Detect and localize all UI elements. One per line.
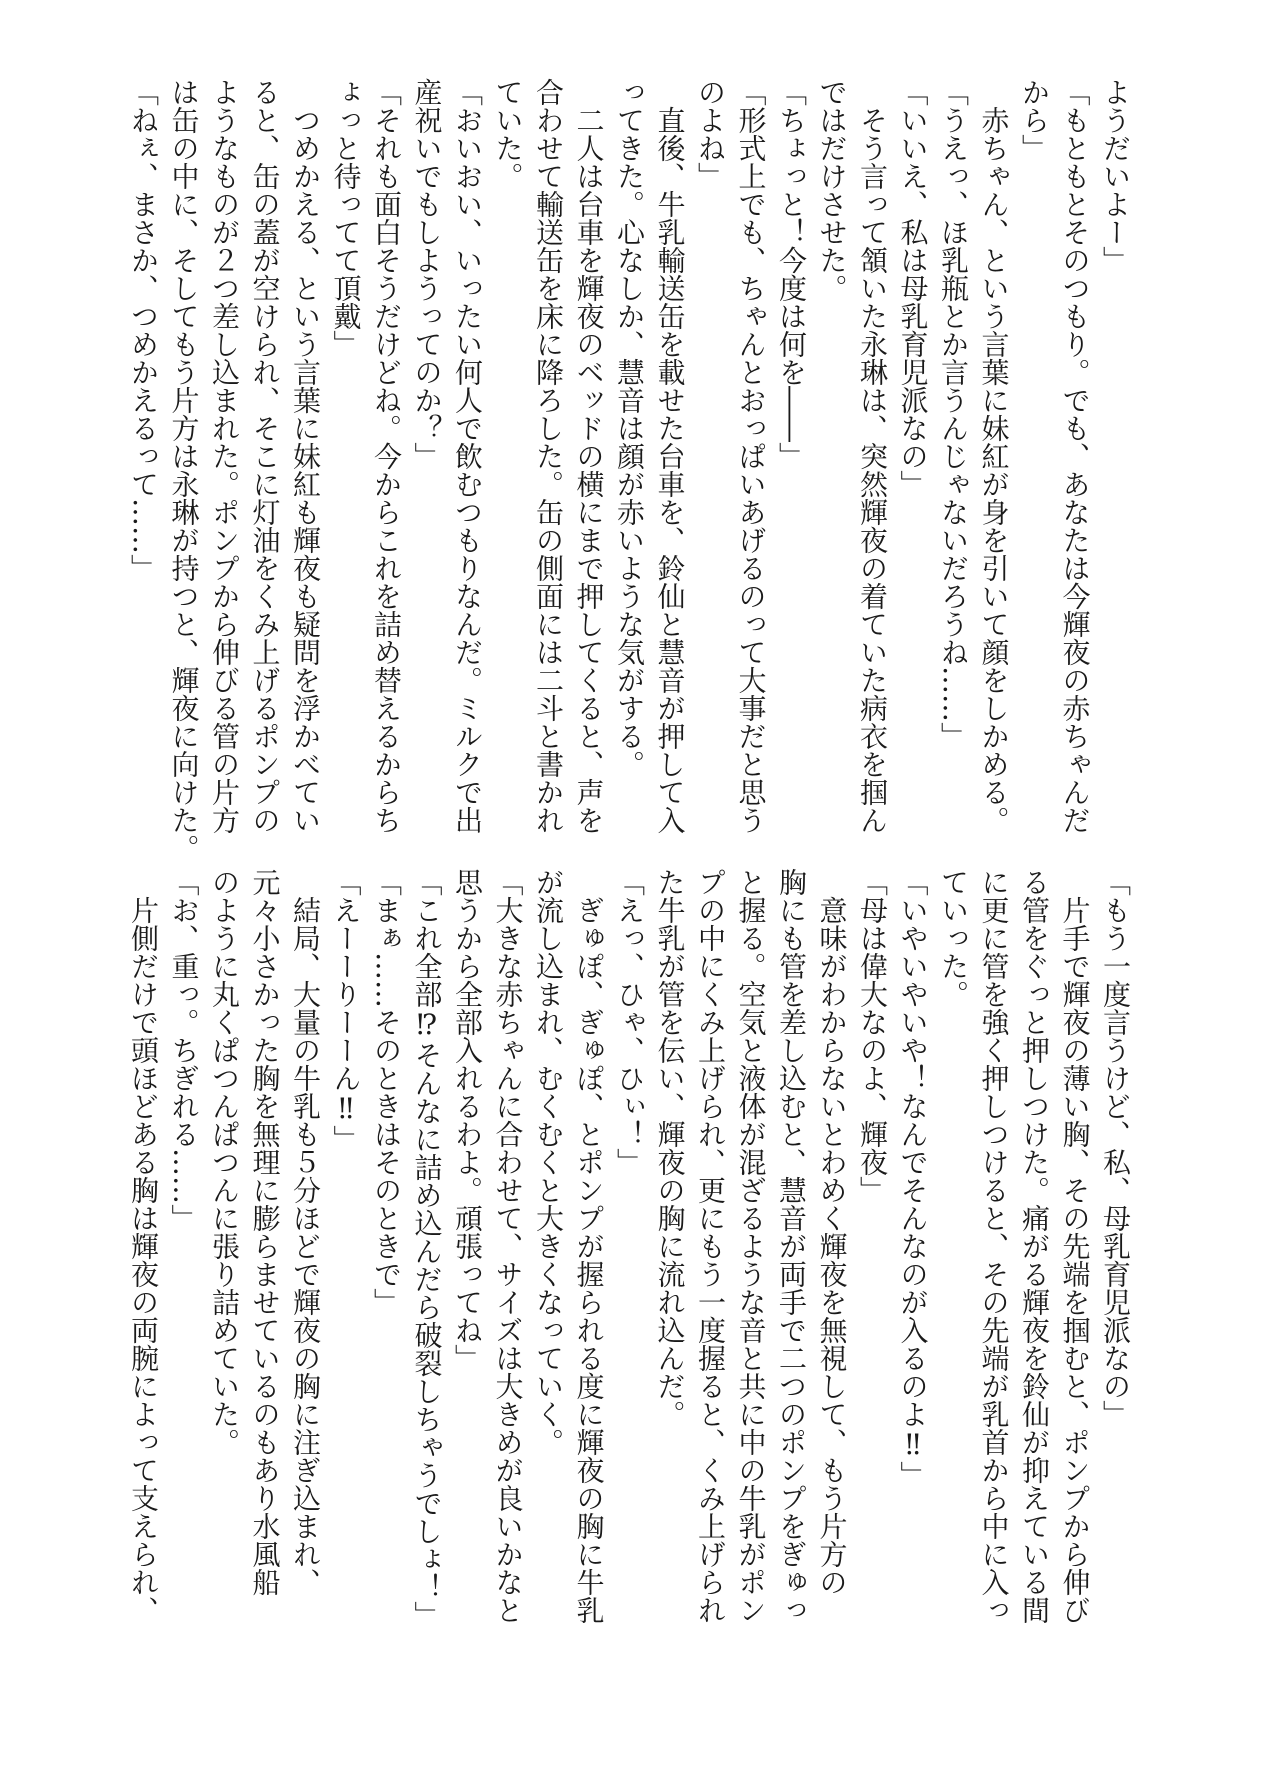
text-line: のよね」 — [694, 78, 727, 190]
text-line: 「えーーりーーん‼」 — [329, 868, 363, 1153]
text-line: と握る。空気と液体が混ざるような音と共に中の牛乳がポン — [734, 868, 768, 1624]
text-line: プの中にくみ上げられ、更にもう一度握ると、くみ上げられ — [694, 868, 727, 1624]
text-line: 結局、大量の牛乳も５分ほどで輝夜の胸に注ぎ込まれ、 — [289, 868, 322, 1596]
text-line: 二人は台車を輝夜のベッドの横にまで押してくると、声を — [572, 78, 606, 834]
text-line: 元々小さかった胸を無理に膨らませているのもあり水風船 — [248, 868, 282, 1596]
text-line: 「えっ、ひゃ、ひぃ！」 — [613, 868, 646, 1176]
text-line: 産祝いでもしようってのか？」 — [410, 78, 444, 470]
text-line: 「母は偉大なのよ、輝夜」 — [856, 868, 889, 1204]
text-block-top — [123, 78, 1136, 862]
text-line: 合わせて輸送缶を床に降ろした。缶の側面には二斗と書かれ — [532, 78, 565, 834]
text-line: ぎゅぽ、ぎゅぽ、とポンプが握られる度に輝夜の胸に牛乳 — [572, 868, 606, 1624]
text-line: ると、缶の蓋が空けられ、そこに灯油をくみ上げるポンプの — [248, 78, 282, 834]
text-line: が流し込まれ、むくむくと大きくなっていく。 — [532, 868, 565, 1456]
text-line: つめかえる、という言葉に妹紅も輝夜も疑問を浮かべてい — [289, 78, 322, 834]
text-line: そう言って頷いた永琳は、突然輝夜の着ていた病衣を掴ん — [856, 78, 889, 834]
text-line: のように丸くぱつんぱつんに張り詰めていた。 — [208, 868, 241, 1456]
text-line: 片側だけで頭ほどある胸は輝夜の両腕によって支えられ、 — [127, 868, 160, 1624]
text-line: 「まぁ……そのときはそのときで」 — [370, 868, 403, 1316]
text-line: は缶の中に、そしてもう片方は永琳が持つと、輝夜に向けた。 — [167, 78, 201, 862]
text-line: 「いいえ、私は母乳育児派なの」 — [896, 78, 930, 498]
text-line: ていた。 — [491, 78, 525, 190]
text-line: から」 — [1018, 78, 1051, 162]
text-line: 赤ちゃん、という言葉に妹紅が身を引いて顔をしかめる。 — [977, 78, 1011, 834]
text-line: 「形式上でも、ちゃんとおっぱいあげるのって大事だと思う — [734, 78, 768, 834]
text-line: 「いやいやいや！なんでそんなのが入るのよ‼」 — [896, 868, 930, 1489]
text-line: 「これ全部⁉そんなに詰め込んだら破裂しちゃうでしょ！」 — [410, 868, 444, 1629]
text-line: ようなものが２つ差し込まれた。ポンプから伸びる管の片方 — [208, 78, 241, 834]
text-line: ようだいよー」 — [1099, 78, 1132, 274]
text-line: 「ねぇ、まさか、つめかえるって……」 — [127, 78, 160, 582]
text-line: ょっと待ってて頂戴」 — [329, 78, 363, 358]
text-line: 「うえっ、ほ乳瓶とか言うんじゃないだろうね……」 — [937, 78, 970, 750]
text-line: 片手で輝夜の薄い胸、その先端を掴むと、ポンプから伸び — [1058, 868, 1092, 1624]
text-line: ってきた。心なしか、慧音は顔が赤いような気がする。 — [613, 78, 646, 778]
text-line: る管をぐっと押しつけた。痛がる輝夜を鈴仙が抑えている間 — [1018, 868, 1051, 1624]
text-line: 「お、重っ。ちぎれる……」 — [167, 868, 201, 1232]
text-line: ではだけさせた。 — [815, 78, 849, 302]
text-line: 「おいおい、いったい何人で飲むつもりなんだ。ミルクで出 — [451, 78, 484, 834]
text-line: 直後、牛乳輸送缶を載せた台車を、鈴仙と慧音が押して入 — [653, 78, 687, 834]
text-line: 「ちょっと！今度は何を――」 — [775, 78, 808, 470]
text-line: 意味がわからないとわめく輝夜を無視して、もう片方の — [815, 868, 849, 1596]
text-line: 「もう一度言うけど、私、母乳育児派なの」 — [1099, 868, 1132, 1428]
text-line: た牛乳が管を伝い、輝夜の胸に流れ込んだ。 — [653, 868, 687, 1428]
text-line: に更に管を強く押しつけると、その先端が乳首から中に入っ — [977, 868, 1011, 1624]
text-block-bottom — [123, 868, 1136, 1629]
text-line: ていった。 — [937, 868, 970, 1008]
text-line: 思うから全部入れるわよ。頑張ってね」 — [451, 868, 484, 1372]
text-line: 「大きな赤ちゃんに合わせて、サイズは大きめが良いかなと — [491, 868, 525, 1624]
text-line: 「もともとそのつもり。でも、あなたは今輝夜の赤ちゃんだ — [1058, 78, 1092, 834]
text-line: 胸にも管を差し込むと、慧音が両手で二つのポンプをぎゅっ — [775, 868, 808, 1624]
text-line: 「それも面白そうだけどね。今からこれを詰め替えるからち — [370, 78, 403, 834]
